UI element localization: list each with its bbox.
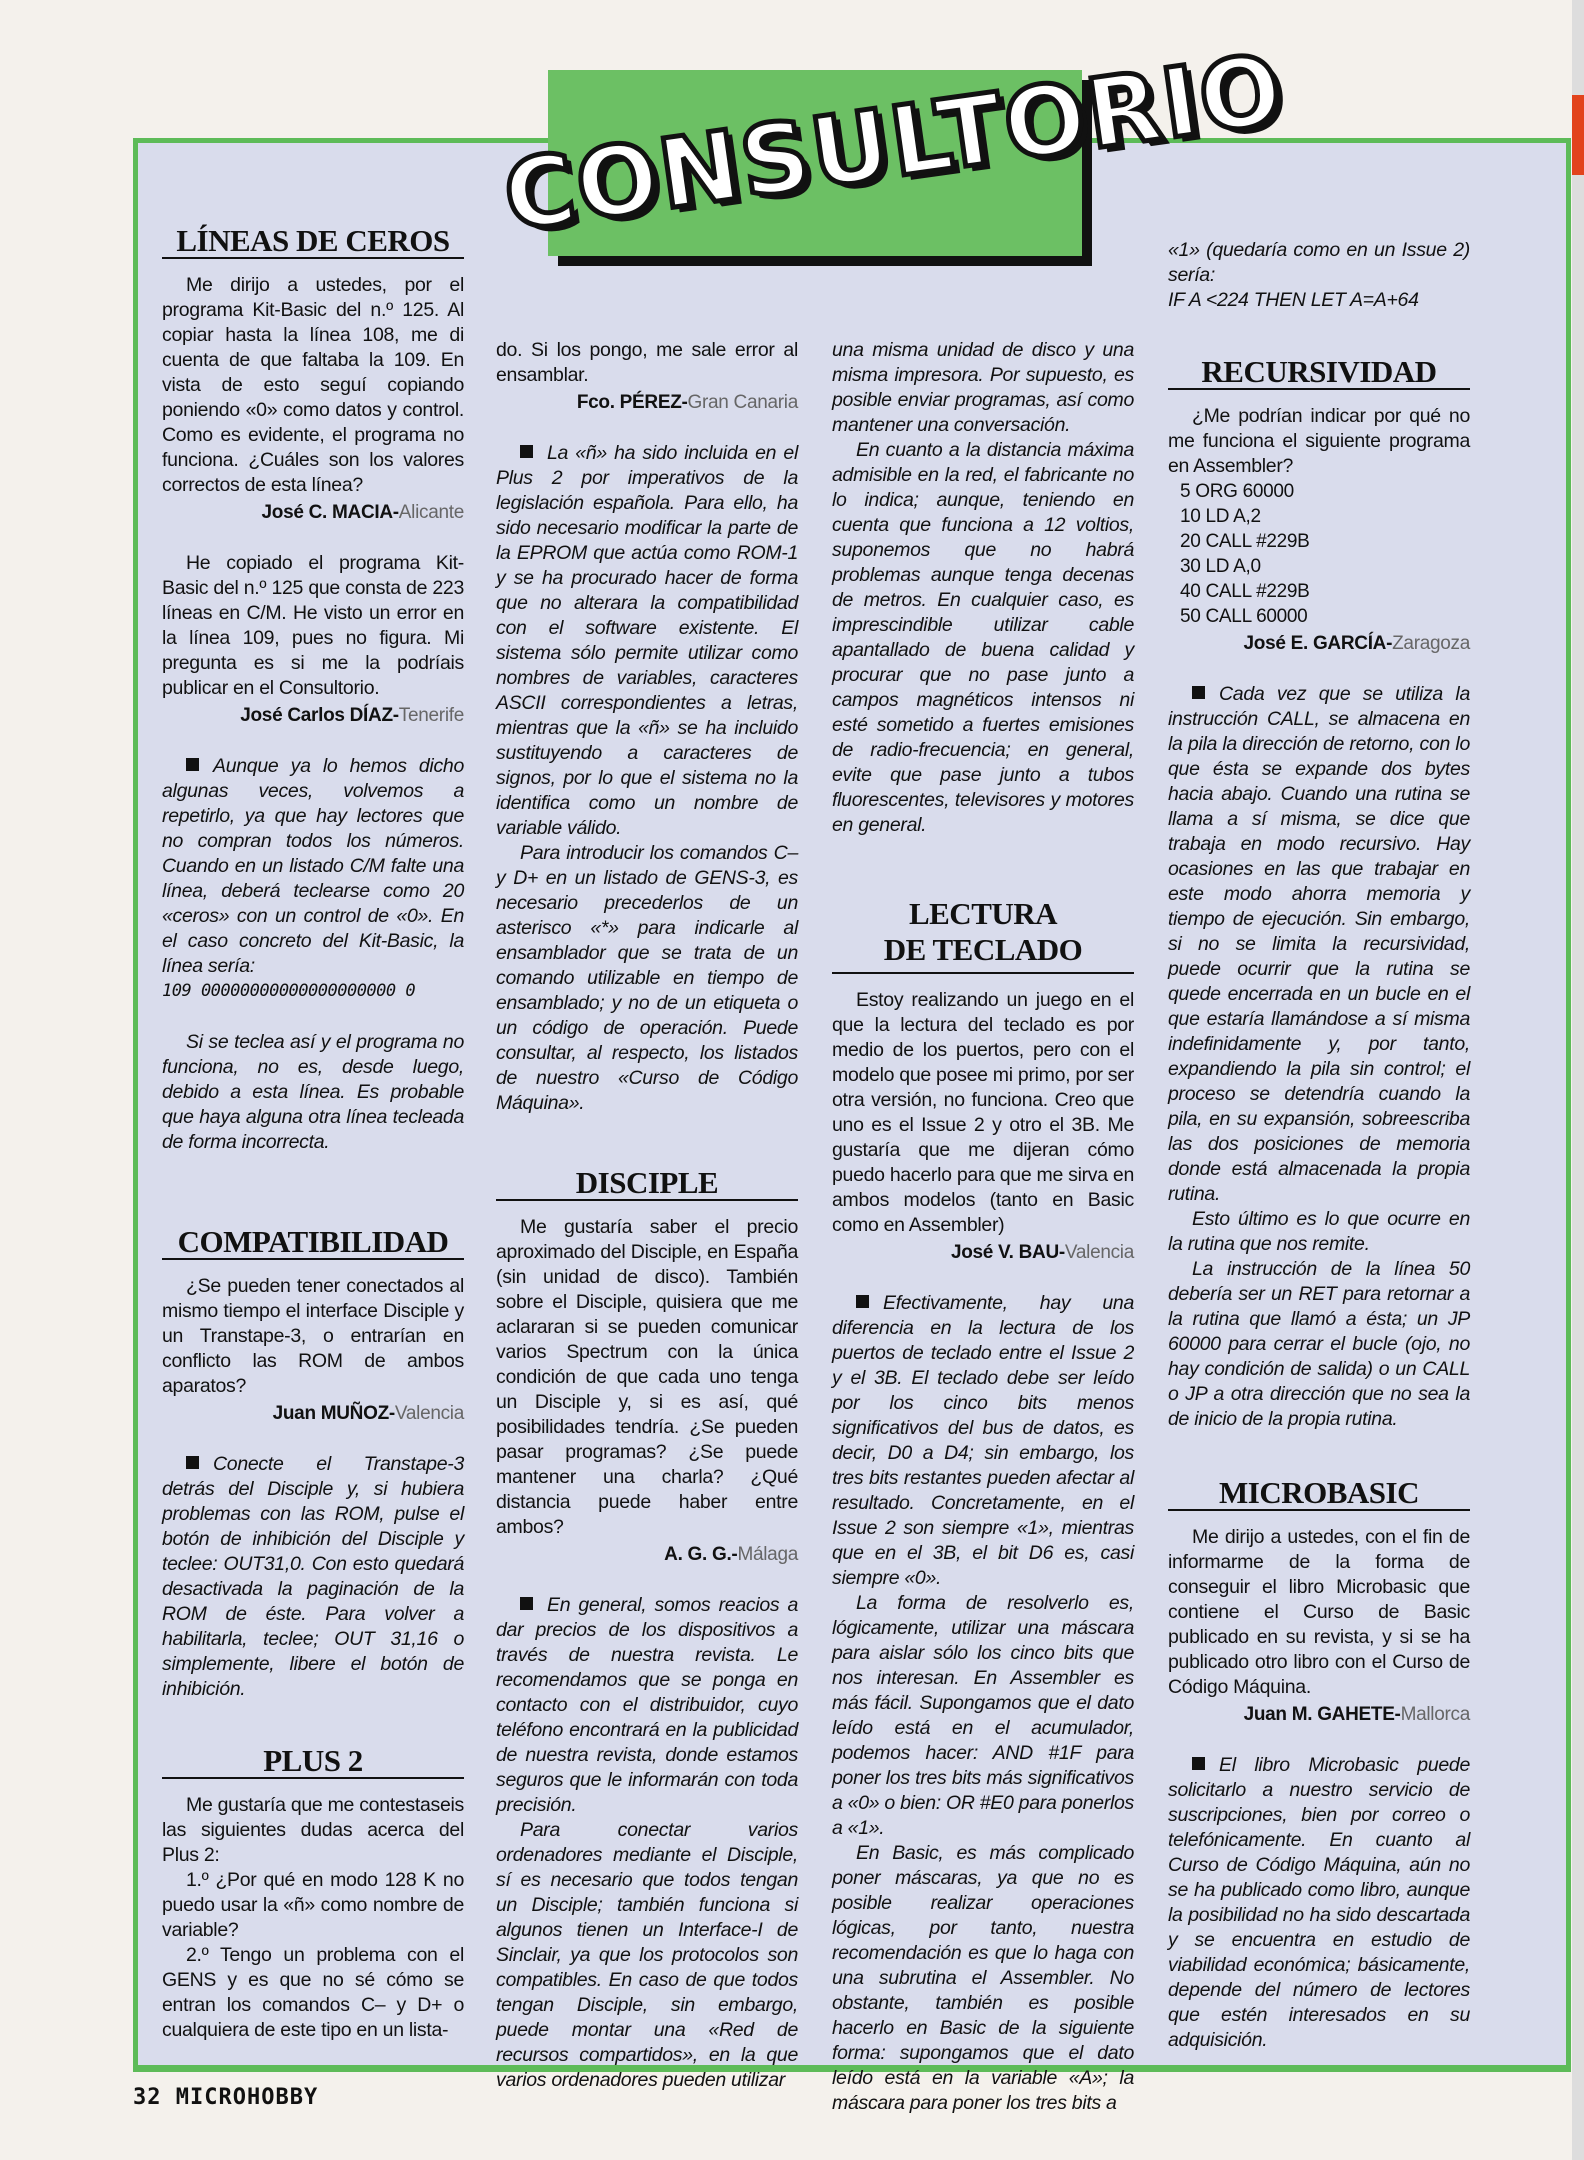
answer-bullet-icon <box>1192 1757 1205 1770</box>
page-edge <box>1572 0 1584 2160</box>
signature: Juan MUÑOZ-Valencia <box>272 1403 464 1424</box>
answer-text: Si se teclea así y el programa no funciona, no es, desde luego, debido a esta línea. Es probable que haya alguna otra línea tecleada de forma incorrecta. <box>162 1031 464 1153</box>
letter-text: Me gustaría que me contestaseis las siguientes dudas acerca del Plus 2: <box>162 1794 464 1866</box>
answer-text: Para introducir los comandos C– y D+ en un listado de GENS-3, es necesario precederlos de un asterisco «*» para indicarle al ensamblador que se trata de un comando utilizable en tiempo de ensamblado; y no de un etiqueta o un código de operación. Puede consultar, al respecto, los listados de nuestro «Curso de Código Máquina». <box>496 842 798 1114</box>
heading-plus-2: PLUS 2 <box>162 1748 464 1779</box>
answer-text: Aunque ya lo hemos dicho algunas veces, volvemos a repetirlo, ya que hay lectores que no compran todos los números. Cuando en un listado C/M falte una línea, deberá teclearse como 20 «ceros» con un control de «0». En el caso concreto del Kit-Basic, la línea sería: <box>162 755 464 977</box>
answer-bullet-icon <box>186 758 199 771</box>
answer-text: La instrucción de la línea 50 debería ser un RET para retornar a la rutina que llamó a ésta; un JP 60000 para cerrar el bucle (ojo, no hay condición de salida) o un CALL o JP a otra dirección que no sea la de inicio de la propia rutina. <box>1168 1258 1470 1430</box>
heading-lectura-de-teclado: LECTURA DE TECLADO <box>832 896 1134 974</box>
letter-text: ¿Se pueden tener conectados al mismo tiempo el interface Disciple y un Transtape-3, o entrarían en conflicto las ROM de ambos aparatos? <box>162 1275 464 1397</box>
listing-line: 10 LD A,2 <box>1180 506 1261 527</box>
letter-text: Me dirijo a ustedes, con el fin de informarme de la forma de conseguir el libro Microbasic que contiene el Curso de Basic publicado en su revista, y si se ha publicado otro libro con el Curso de Código Máquina. <box>1168 1526 1470 1698</box>
answer-bullet-icon <box>856 1295 869 1308</box>
column-3 <box>832 338 1134 2116</box>
signature: A. G. G.-Málaga <box>664 1544 798 1565</box>
answer-text: En general, somos reacios a dar precios de los dispositivos a través de nuestra revista. Le recomendamos que se ponga en contacto con el distribuidor, cuyo teléfono encontrará en la publicidad de nuestra revista, donde estamos seguros que le informarán con toda precisión. <box>496 1594 798 1816</box>
answer-text: Cada vez que se utiliza la instrucción CALL, se almacena en la pila la dirección de retorno, con lo que ésta se expande dos bytes hacia abajo. Cuando una rutina se llama a sí misma, se dice que trabaja en modo recursivo. Hay ocasiones en las que trabajar en este modo ahorra memoria y tiempo de ejecución. Sin embargo, si no se limita la recursividad, puede ocurrir que la rutina se quede encerrada en un bucle en el que estaría llamándose a sí misma indefinidamente y, por tanto, expandiendo la pila sin control; el proceso se detendría cuando la pila, en su expansión, sobreescriba las dos posiciones de memoria donde está almacenada la propia rutina. <box>1168 683 1470 1205</box>
answer-text: Efectivamente, hay una diferencia en la lectura de los puertos de teclado entre el Issue 2 y el 3B. El teclado debe ser leído por los cinco bits menos significativos del bus de datos, es decir, D0 a D4; sin embargo, los tres bits restantes pueden afectar al resultado. Concretamente, en el Issue 2 son siempre «1», mientras que en el 3B, el bit D6 es, casi siempre «0». <box>832 1292 1134 1589</box>
answer-bullet-icon <box>1192 686 1205 699</box>
signature: José E. GARCÍA-Zaragoza <box>1243 633 1470 654</box>
heading-microbasic: MICROBASIC <box>1168 1480 1470 1511</box>
signature: Juan M. GAHETE-Mallorca <box>1243 1704 1470 1725</box>
assembler-listing <box>1168 479 1470 629</box>
letter-text: do. Si los pongo, me sale error al ensamblar. <box>496 339 798 386</box>
column-2 <box>496 338 798 2093</box>
answer-bullet-icon <box>186 1456 199 1469</box>
code-line: 109 00000000000000000000 0 <box>162 981 416 1001</box>
answer-text: La forma de resolverlo es, lógicamente, utilizar una máscara para aislar sólo los cinco bits que nos interesan. En Assembler es más fácil. Supongamos que el dato leído está en el acumulador, podemos hacer: AND #1F para poner los tres bits más significativos a «0» o bien: OR #E0 para ponerlos a «1». <box>832 1592 1135 1839</box>
listing-line: 50 CALL 60000 <box>1180 606 1308 627</box>
answer-text: Para conectar varios ordenadores mediante el Disciple, sí es necesario que todos tengan un Disciple; también funciona si algunos tienen un Interface-I de Sinclair, ya que los protocolos son compatibles. En caso de que todos tengan Disciple, sin embargo, puede montar una «Red de recursos compartidos», en la que varios ordenadores pueden utilizar <box>496 1819 798 2091</box>
heading-disciple: DISCIPLE <box>496 1170 798 1201</box>
listing-line: 20 CALL #229B <box>1180 531 1310 552</box>
signature: Fco. PÉREZ-Gran Canaria <box>576 392 798 413</box>
letter-text: 1.º ¿Por qué en modo 128 K no puedo usar la «ñ» como nombre de variable? <box>162 1869 464 1941</box>
answer-text: En Basic, es más complicado poner máscaras, ya que no es posible realizar operaciones lógicas, por tanto, nuestra recomendación es que lo haga con una subrutina el Assembler. No obstante, también es posible hacerlo en Basic de la siguiente forma: supongamos que el dato leído está en la variable «A»; la máscara para poner los tres bits a <box>832 1842 1134 2114</box>
letter-text: Me dirijo a ustedes, por el programa Kit-Basic del n.º 125. Al copiar hasta la línea 108, me di cuenta de que faltaba la 109. En vista de esto seguí copiando poniendo «0» como datos y control. Como es evidente, el programa no funciona. ¿Cuáles son los valores correctos de esta línea? <box>162 274 464 496</box>
letter-text: Me gustaría saber el precio aproximado del Disciple, en España (sin unidad de disco). También sobre el Disciple, quisiera que me aclararan si se pueden comunicar varios Spectrum con la única condición de que cada uno tenga un Disciple y, si es así, qué posibilidades tendría. ¿Se pueden pasar programas? ¿Se puede mantener una charla? ¿Qué distancia puede haber entre ambos? <box>496 1216 798 1538</box>
letter-text: 2.º Tengo un problema con el GENS y es que no sé cómo se entran los comandos C– y D+ o cualquiera de este tipo en un lista- <box>162 1944 464 2041</box>
column-1 <box>162 223 464 2043</box>
heading-recursividad: RECURSIVIDAD <box>1168 359 1470 390</box>
letter-text: He copiado el programa Kit-Basic del n.º 125 que consta de 223 líneas en C/M. He visto un error en la línea 109, pues no figura. Mi pregunta es si me la podríais publicar en el Consultorio. <box>162 552 464 699</box>
code-line: IF A <224 THEN LET A=A+64 <box>1168 289 1419 311</box>
page-tab-marker <box>1572 95 1584 175</box>
column-4 <box>1168 238 1470 2053</box>
letter-text: ¿Me podrían indicar por qué no me funciona el siguiente programa en Assembler? <box>1168 405 1470 477</box>
signature: José V. BAU-Valencia <box>950 1242 1134 1263</box>
answer-text: «1» (quedaría como en un Issue 2) sería: <box>1168 239 1470 286</box>
answer-text: La «ñ» ha sido incluida en el Plus 2 por imperativos de la legislación española. Para ello, ha sido necesario modificar la parte de la EPROM que actúa como ROM-1 y se ha procurado hacer de forma que no alterara la compatibilidad con el software existente. El sistema sólo permite utilizar como nombres de variables, caracteres ASCII correspondientes a letras, mientras que la «ñ» se ha incluido sustituyendo a caracteres de signos, por lo que el sistema no la identifica como un nombre de variable válido. <box>496 442 798 839</box>
listing-line: 40 CALL #229B <box>1180 581 1310 602</box>
page-title: CONSULTORIO <box>497 32 1291 253</box>
heading-lineas-de-ceros: LÍNEAS DE CEROS <box>162 228 464 259</box>
signature: José C. MACIA-Alicante <box>261 502 464 523</box>
answer-bullet-icon <box>520 1597 533 1610</box>
answer-bullet-icon <box>520 445 533 458</box>
answer-text: El libro Microbasic puede solicitarlo a nuestro servicio de suscripciones, bien por correo o telefónicamente. En cuanto al Curso de Código Máquina, aún no se ha publicado como libro, aunque la posibilidad no ha sido descartada y se encuentra en estudio de viabilidad económica; básicamente, depende del número de lectores que estén interesados en su adquisición. <box>1168 1754 1470 2051</box>
answer-text: Conecte el Transtape-3 detrás del Disciple y, si hubiera problemas con las ROM, pulse el botón de inhibición del Disciple y teclee: OUT31,0. Con esto quedará desactivada la paginación de la ROM de éste. Para volver a habilitarla, teclee; OUT 31,16 o simplemente, libere el botón de inhibición. <box>162 1453 464 1700</box>
answer-text: Esto último es lo que ocurre en la rutina que nos remite. <box>1168 1208 1470 1255</box>
heading-compatibilidad: COMPATIBILIDAD <box>162 1229 464 1260</box>
answer-text: En cuanto a la distancia máxima admisible en la red, el fabricante no lo indica; aunque, teniendo en cuenta que funciona a 12 voltios, suponemos que no habrá problemas aunque tenga decenas de metros. En cualquier caso, es imprescindible utilizar cable apantallado de buena calidad y procurar que no pase junto a campos magnéticos intensos ni esté sometido a fuertes emisiones de radio-frecuencia; en general, evite que pase junto a tubos fluorescentes, televisores y motores en general. <box>832 439 1134 836</box>
listing-line: 5 ORG 60000 <box>1180 481 1294 502</box>
listing-line: 30 LD A,0 <box>1180 556 1261 577</box>
page-footer: 32 MICROHOBBY <box>133 2085 319 2110</box>
answer-text: una misma unidad de disco y una misma impresora. Por supuesto, es posible enviar programas, así como mantener una conversación. <box>832 339 1134 436</box>
signature: José Carlos DÍAZ-Tenerife <box>240 705 464 726</box>
letter-text: Estoy realizando un juego en el que la lectura del teclado es por medio de los puertos, pero con el modelo que posee mi primo, por ser otra versión, no funciona. Creo que uno es el Issue 2 y otro el 3B. Me gustaría que me dijeran cómo puedo hacerlo para que me sirva en ambos modelos (tanto en Basic como en Assembler) <box>832 989 1135 1236</box>
